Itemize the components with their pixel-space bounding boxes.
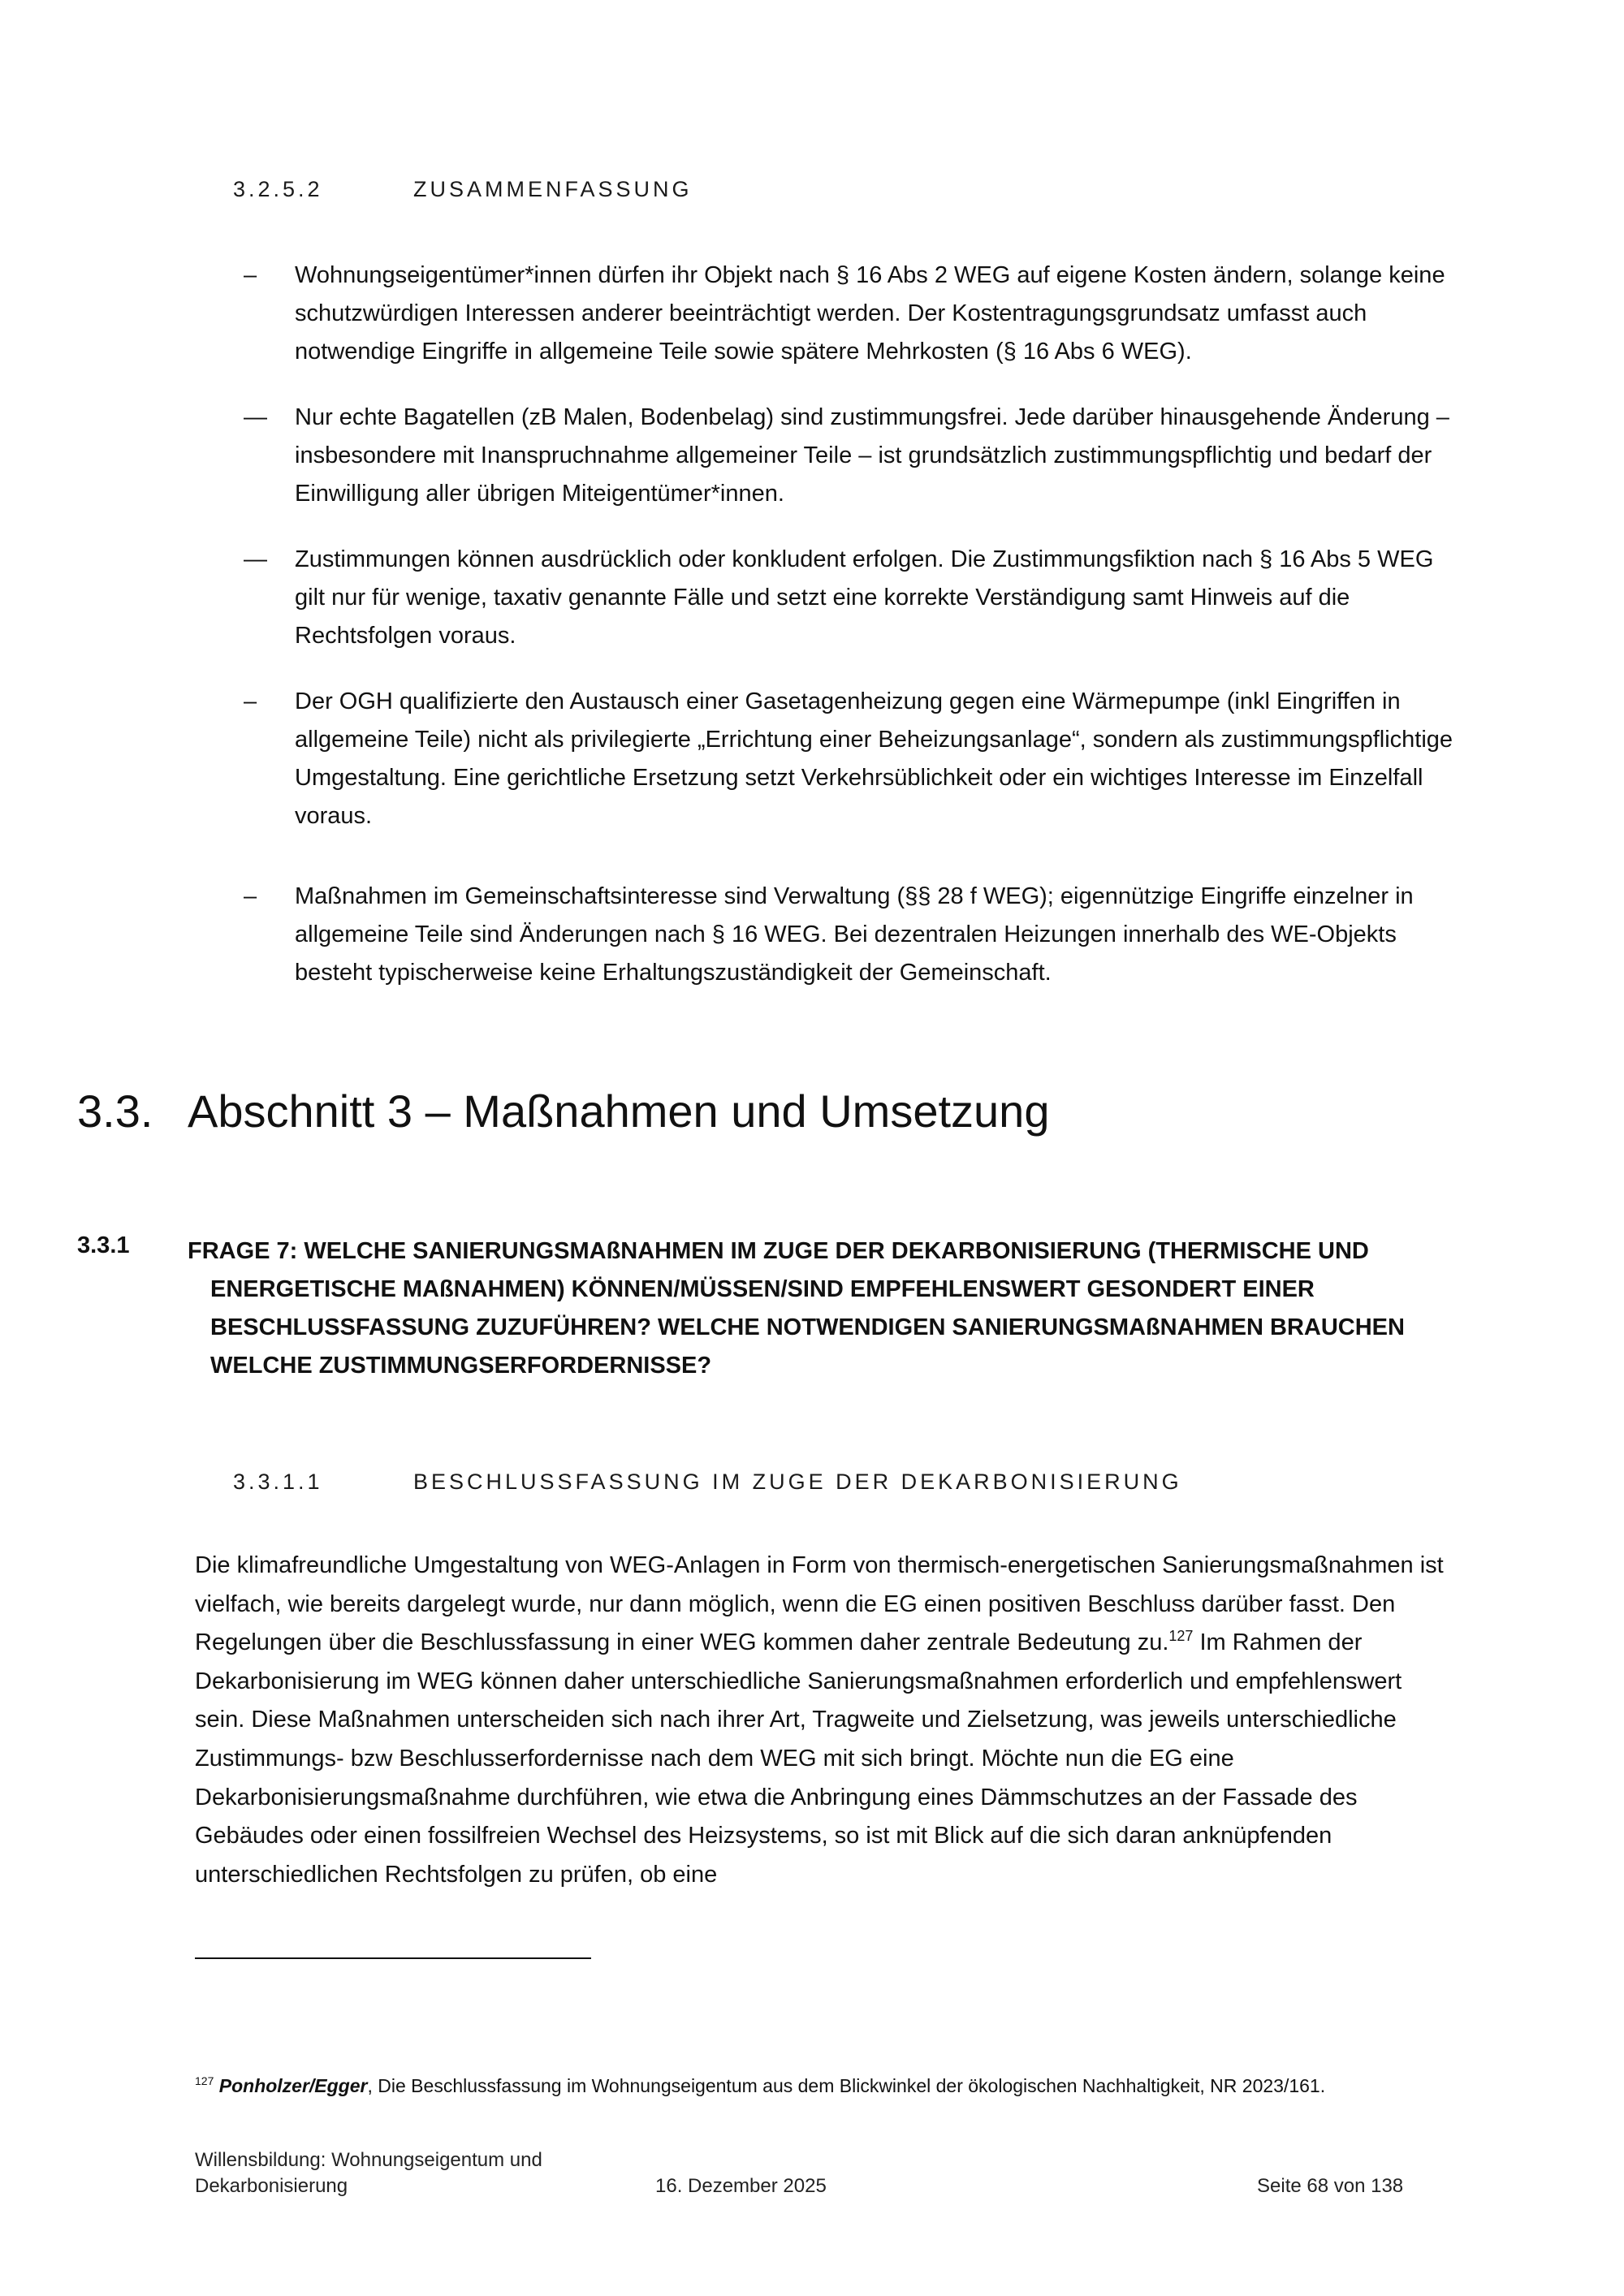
dash-bullet-icon: ‒ [244, 883, 257, 909]
list-item [244, 257, 1462, 371]
subsection-title: ZUSAMMENFASSUNG [413, 177, 693, 201]
paragraph-text-part2: Im Rahmen der Dekarbonisierung im WEG können daher unterschiedliche Sanierungsmaßnahmen erforderlich und empfehlenswert sein. Diese Maßnahmen unterscheiden sich nach ihrer Art, Tragweite und Zielsetzung, was jeweils unterschiedliche Zustimmungs- bzw Beschlusserfordernisse nach dem WEG mit sich bringt. Möchte nun die EG eine Dekarbonisierungsmaßnahme durchführen, wie etwa die Anbringung eines Dämmschutzes an der Fassade des Gebäudes oder einen fossilfreien Wechsel des Heizsystems, so ist mit Blick auf die sich daran anknüpfenden unterschiedlichen Rechtsfolgen zu prüfen, ob eine [195, 1629, 1402, 1888]
section-number: 3.3. [77, 1085, 153, 1137]
subsection-number: 3.2.5.2 [233, 177, 323, 201]
section-title: Abschnitt 3 – Maßnahmen und Umsetzung [188, 1085, 1050, 1137]
list-item-text: Wohnungseigentümer*innen dürfen ihr Objekt nach § 16 Abs 2 WEG auf eigene Kosten ändern, solange keine schutzwürdigen Interessen anderer beeinträchtigt werden. Der Kostentragungsgrundsatz umfasst auch notwendige Eingriffe in allgemeine Teile sowie spätere Mehrkosten (§ 16 Abs 6 WEG). [295, 262, 1445, 365]
footnote-reference[interactable]: 127 [1168, 1628, 1194, 1645]
list-item [244, 878, 1462, 992]
footer-title-line1: Willensbildung: Wohnungseigentum und [195, 2149, 542, 2171]
subsection-heading-3-3-1-1 [233, 1470, 1182, 1495]
footnote-author: Ponholzer/Egger [218, 2075, 368, 2096]
list-item-text: Nur echte Bagatellen (zB Malen, Bodenbelag) sind zustimmungsfrei. Jede darüber hinausgehende Änderung – insbesondere mit Inanspruchnahme allgemeiner Teile – ist grundsätzlich zustimmungspflichtig und bedarf der Einwilligung aller übrigen Miteigentümer*innen. [295, 404, 1449, 507]
subsection-heading-3-2-5-2 [233, 177, 693, 202]
footer-date: 16. Dezember 2025 [655, 2175, 827, 2197]
body-paragraph [195, 1547, 1458, 1894]
footer-title-line2: Dekarbonisierung [195, 2175, 348, 2197]
subsection-number: 3.3.1.1 [233, 1470, 323, 1494]
section-heading-3-3 [77, 1085, 1049, 1137]
list-item [244, 683, 1462, 835]
list-item-text: Der OGH qualifizierte den Austausch einer Gasetagenheizung gegen eine Wärmepumpe (inkl Eingriffen in allgemeine Teile) nicht als privilegierte „Errichtung einer Beheizungsanlage“, sondern als zustimmungspflichtige Umgestaltung. Eine gerichtliche Ersetzung setzt Verkehrsüblichkeit oder ein wichtiges Interesse im Einzelfall voraus. [295, 688, 1453, 829]
footnote-separator [195, 1957, 591, 1959]
footer-page-number: Seite 68 von 138 [1257, 2175, 1404, 2197]
list-item-text: Maßnahmen im Gemeinschaftsinteresse sind Verwaltung (§§ 28 f WEG); eigennützige Eingriffe einzelner in allgemeine Teile sind Änderungen nach § 16 WEG. Bei dezentralen Heizungen innerhalb des WE-Objekts besteht typischerweise keine Erhaltungszuständigkeit der Gemeinschaft. [295, 883, 1414, 986]
paragraph-text-part1: Die klimafreundliche Umgestaltung von WEG-Anlagen in Form von thermisch-energetischen Sanierungsmaßnahmen ist vielfach, wie bereits dargelegt wurde, nur dann möglich, wenn die EG einen positiven Beschluss darüber fasst. Den Regelungen über die Beschlussfassung in einer WEG kommen daher zentrale Bedeutung zu. [195, 1552, 1444, 1656]
footnote-number: 127 [195, 2074, 214, 2087]
list-item [244, 399, 1462, 513]
list-item-text: Zustimmungen können ausdrücklich oder konkludent erfolgen. Die Zustimmungsfiktion nach § 16 Abs 5 WEG gilt nur für wenige, taxativ genannte Fälle und setzt eine korrekte Verständigung samt Hinweis auf die Rechtsfolgen voraus. [295, 546, 1434, 649]
dash-bullet-icon: — [244, 404, 267, 430]
question-heading: FRAGE 7: WELCHE SANIERUNGSMAßNAHMEN IM ZUGE DER DEKARBONISIERUNG (THERMISCHE UND ENERGETISCHE MAßNAHMEN) KÖNNEN/MÜSSEN/SIND EMPFEHLENSWERT GESONDERT EINER BESCHLUSSFASSUNG ZUZUFÜHREN? WELCHE NOTWENDIGEN SANIERUNGSMAßNAHMEN BRAUCHEN WELCHE ZUSTIMMUNGSERFORDERNISSE? [188, 1238, 1405, 1379]
footnote [195, 2074, 1325, 2098]
summary-bullet-list [244, 257, 1462, 992]
dash-bullet-icon: — [244, 546, 267, 572]
list-item [244, 541, 1462, 655]
dash-bullet-icon: ‒ [244, 688, 257, 714]
subsection-title: BESCHLUSSFASSUNG IM ZUGE DER DEKARBONISIERUNG [413, 1470, 1182, 1494]
footnote-text: , Die Beschlussfassung im Wohnungseigentum aus dem Blickwinkel der ökologischen Nachhaltigkeit, NR 2023/161. [367, 2075, 1326, 2096]
dash-bullet-icon: ‒ [244, 262, 257, 288]
question-number: 3.3.1 [77, 1232, 130, 1258]
footer-document-title [195, 2147, 542, 2199]
